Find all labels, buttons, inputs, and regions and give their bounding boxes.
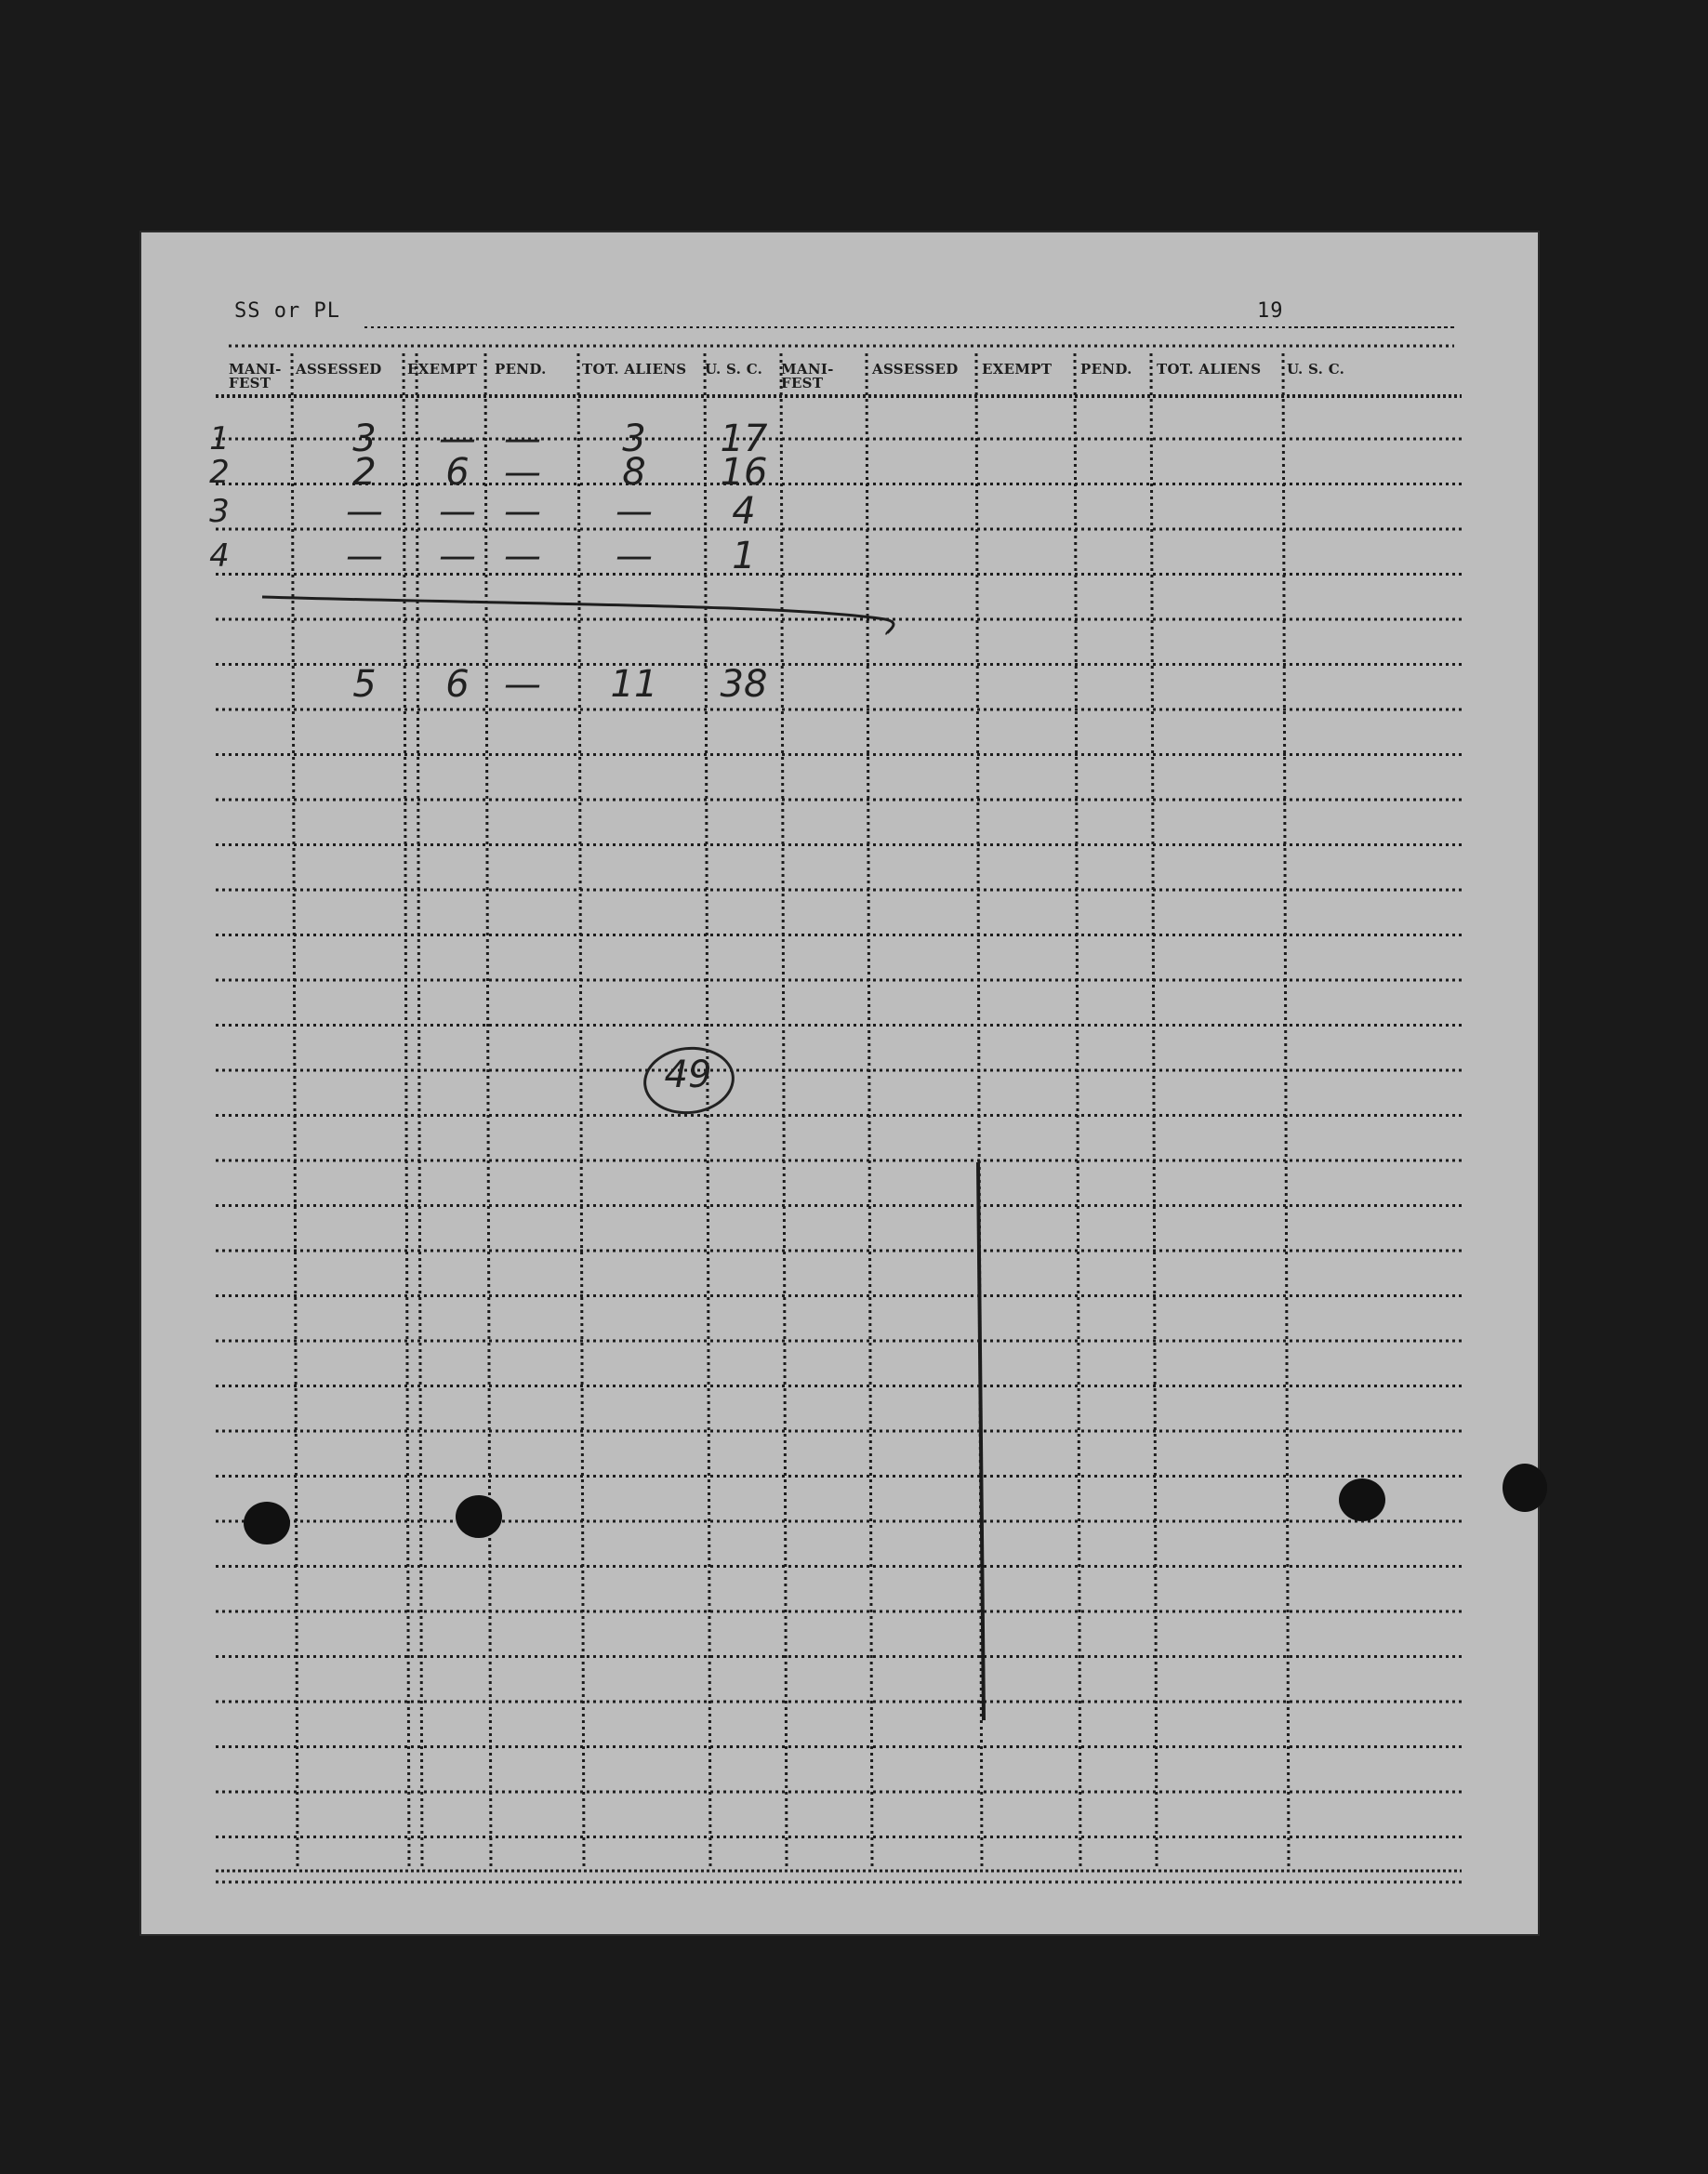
grand-total: 49: [664, 1054, 712, 1096]
header-usc-left: U. S. C.: [705, 361, 763, 378]
entry-4-exempt: —: [439, 535, 476, 577]
entry-4-assessed: —: [346, 535, 383, 577]
header-pend-left: PEND.: [495, 361, 547, 378]
entry-2-tot-aliens: 8: [622, 451, 646, 494]
year-prefix: 19: [1257, 299, 1284, 323]
header-tot-aliens-right: TOT. ALIENS: [1157, 361, 1262, 378]
entry-3-manifest: 3: [209, 493, 230, 530]
dotted-grid: [141, 232, 1538, 1934]
entry-1-usc: 17: [720, 418, 768, 460]
entry-3-pend: —: [504, 490, 541, 533]
entry-1-manifest: 1: [209, 420, 230, 457]
entry-1-pend: —: [504, 418, 541, 460]
entry-2-pend: —: [504, 451, 541, 494]
total-assessed: 5: [352, 663, 377, 706]
sum-underline: [262, 597, 894, 634]
column-rule: [485, 353, 491, 1869]
column-rule: [705, 353, 710, 1869]
entry-2-assessed: 2: [352, 451, 377, 494]
header-manifest-left: MANI- FEST: [229, 361, 282, 391]
total-exempt: 6: [445, 663, 470, 706]
entry-2-usc: 16: [720, 451, 768, 494]
header-manifest-right: MANI- FEST: [781, 361, 834, 391]
entry-1-exempt: —: [439, 418, 476, 460]
ss-or-pl-label: SS or PL: [234, 299, 340, 323]
total-tot-aliens: 11: [610, 663, 658, 706]
column-rule: [404, 353, 409, 1869]
column-rule: [417, 353, 422, 1869]
header-tot-aliens-left: TOT. ALIENS: [582, 361, 687, 378]
column-rule: [867, 353, 872, 1869]
entry-3-exempt: —: [439, 490, 476, 533]
punch-hole: [244, 1502, 290, 1544]
entry-4-manifest: 4: [209, 537, 230, 575]
header-exempt-right: EXEMPT: [982, 361, 1053, 378]
punch-hole: [1503, 1464, 1547, 1512]
header-pend-right: PEND.: [1080, 361, 1132, 378]
header-assessed-right: ASSESSED: [872, 361, 959, 378]
header-usc-right: U. S. C.: [1287, 361, 1345, 378]
entry-1-assessed: 3: [352, 418, 377, 460]
punch-hole: [456, 1495, 502, 1538]
column-rule: [976, 353, 982, 1869]
total-usc: 38: [720, 663, 768, 706]
entry-4-tot-aliens: —: [616, 535, 653, 577]
column-rule: [781, 353, 787, 1869]
entry-3-tot-aliens: —: [616, 490, 653, 533]
entry-1-tot-aliens: 3: [622, 418, 646, 460]
entry-4-pend: —: [504, 535, 541, 577]
entry-3-assessed: —: [346, 490, 383, 533]
entry-2-manifest: 2: [209, 454, 230, 491]
column-rule: [1151, 353, 1157, 1869]
entry-4-usc: 1: [732, 535, 756, 577]
scanned-form-page: [141, 232, 1538, 1934]
header-assessed-left: ASSESSED: [296, 361, 382, 378]
column-rule: [1075, 353, 1080, 1869]
column-rule: [292, 353, 298, 1869]
column-rule: [578, 353, 584, 1869]
total-pend: —: [504, 663, 541, 706]
punch-hole: [1339, 1478, 1385, 1521]
header-exempt-left: EXEMPT: [407, 361, 478, 378]
column-rule: [1283, 353, 1289, 1869]
entry-2-exempt: 6: [445, 451, 470, 494]
entry-3-usc: 4: [732, 490, 756, 533]
